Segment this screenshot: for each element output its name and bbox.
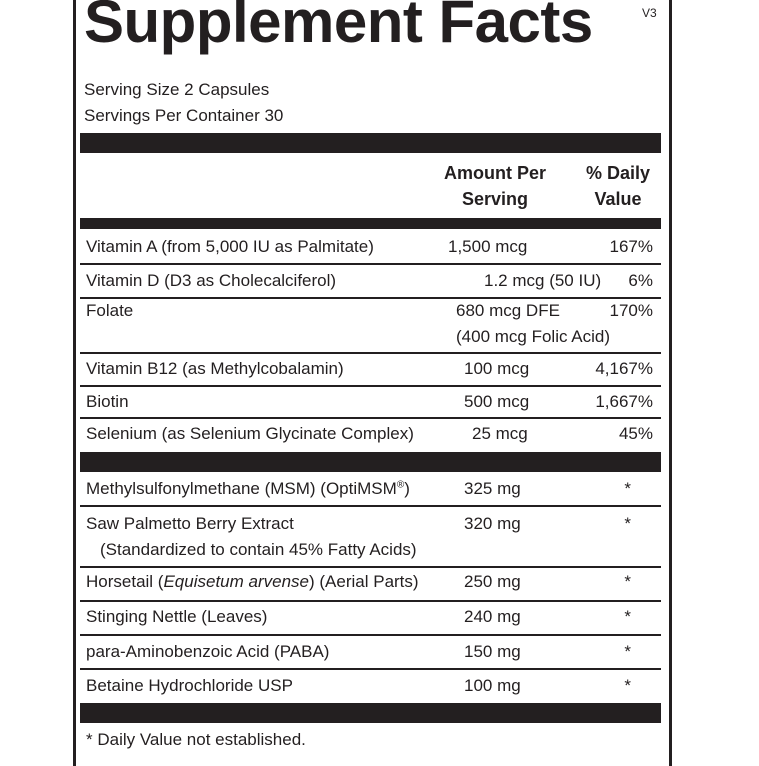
divider-header <box>80 218 661 229</box>
ingredient-name-text: Methylsulfonylmethane (MSM) (OptiMSM <box>86 479 397 498</box>
row-divider <box>80 634 661 636</box>
nutrient-amount: 680 mcg DFE <box>456 301 560 320</box>
ingredient-dv: * <box>624 642 631 661</box>
ingredient-name-detail: (Standardized to contain 45% Fatty Acids) <box>100 540 417 559</box>
ingredient-row <box>80 604 661 632</box>
ingredient-dv: * <box>624 479 631 498</box>
panel-title: Supplement Facts <box>84 0 593 55</box>
nutrient-dv: 4,167% <box>595 359 653 378</box>
nutrient-dv: 45% <box>618 424 653 443</box>
nutrient-dv: 6% <box>628 271 653 290</box>
nutrient-name: Vitamin B12 (as Methylcobalamin) <box>86 359 344 378</box>
row-divider <box>80 566 661 568</box>
nutrient-amount: 1.2 mcg (50 IU) <box>484 271 602 290</box>
nutrient-name: Vitamin D (D3 as Cholecalciferol) <box>86 271 337 290</box>
thick-divider-bottom <box>80 703 661 723</box>
row-divider <box>80 263 661 265</box>
nutrient-row <box>80 389 661 417</box>
ingredient-row <box>80 511 661 565</box>
ingredient-dv: * <box>624 676 631 695</box>
nutrient-amount-secondary: (400 mcg Folic Acid) <box>456 327 610 346</box>
ingredient-latin-name: Equisetum arvense <box>163 572 309 591</box>
ingredient-name-pre: Horsetail ( <box>86 572 164 591</box>
nutrient-row <box>80 268 661 296</box>
ingredient-amount: 240 mg <box>464 607 521 626</box>
ingredient-amount: 150 mg <box>464 642 521 661</box>
nutrient-name: Selenium (as Selenium Glycinate Complex) <box>86 424 414 443</box>
ingredient-dv: * <box>624 514 631 533</box>
ingredient-amount: 100 mg <box>464 676 521 695</box>
ingredient-dv: * <box>624 607 631 626</box>
nutrient-amount: 25 mcg <box>472 424 528 443</box>
row-divider <box>80 600 661 602</box>
dv-header-line2: Value <box>594 189 642 209</box>
nutrient-row <box>80 234 661 262</box>
ingredient-name: Stinging Nettle (Leaves) <box>86 607 268 626</box>
row-divider <box>80 385 661 387</box>
nutrient-row <box>80 356 661 384</box>
row-divider <box>80 668 661 670</box>
amount-header-line1: Amount Per <box>443 163 546 183</box>
dv-header-line1: % Daily <box>585 163 651 183</box>
row-divider <box>80 505 661 507</box>
nutrient-name: Vitamin A (from 5,000 IU as Palmitate) <box>86 237 374 256</box>
thick-divider-middle <box>80 452 661 472</box>
nutrient-name: Folate <box>86 301 134 320</box>
row-divider <box>80 417 661 419</box>
ingredient-name-post: ) (Aerial Parts) <box>309 572 419 591</box>
registered-icon: ® <box>396 479 405 491</box>
amount-header <box>430 160 560 212</box>
ingredient-name: Betaine Hydrochloride USP <box>86 676 293 695</box>
ingredient-name: para-Aminobenzoic Acid (PABA) <box>86 642 330 661</box>
ingredient-row <box>80 476 661 504</box>
ingredient-row <box>80 569 661 597</box>
ingredient-name: Saw Palmetto Berry Extract <box>86 514 294 533</box>
row-divider <box>80 352 661 354</box>
ingredient-name-end: ) <box>404 479 410 498</box>
version-label: V3 <box>642 6 657 20</box>
ingredient-name <box>86 476 410 502</box>
nutrient-row <box>80 298 661 352</box>
ingredient-amount: 320 mg <box>464 514 521 533</box>
nutrient-name: Biotin <box>86 392 129 411</box>
ingredient-amount: 325 mg <box>464 479 521 498</box>
ingredient-name <box>86 569 419 595</box>
nutrient-dv: 170% <box>609 301 653 320</box>
ingredient-row <box>80 673 661 701</box>
footnote: * Daily Value not established. <box>86 730 306 749</box>
ingredient-row <box>80 639 661 667</box>
nutrient-dv: 1,667% <box>595 392 653 411</box>
thick-divider-top <box>80 133 661 153</box>
ingredient-dv: * <box>624 572 631 591</box>
daily-value-header <box>572 160 664 212</box>
serving-size: Serving Size 2 Capsules <box>84 80 270 99</box>
nutrient-amount: 1,500 mcg <box>448 237 528 256</box>
ingredient-amount: 250 mg <box>464 572 521 591</box>
nutrient-amount: 100 mcg <box>464 359 530 378</box>
amount-header-line2: Serving <box>461 189 529 209</box>
nutrient-row <box>80 421 661 449</box>
nutrient-amount: 500 mcg <box>464 392 530 411</box>
servings-per-container: Servings Per Container 30 <box>84 106 284 125</box>
nutrient-dv: 167% <box>609 237 653 256</box>
